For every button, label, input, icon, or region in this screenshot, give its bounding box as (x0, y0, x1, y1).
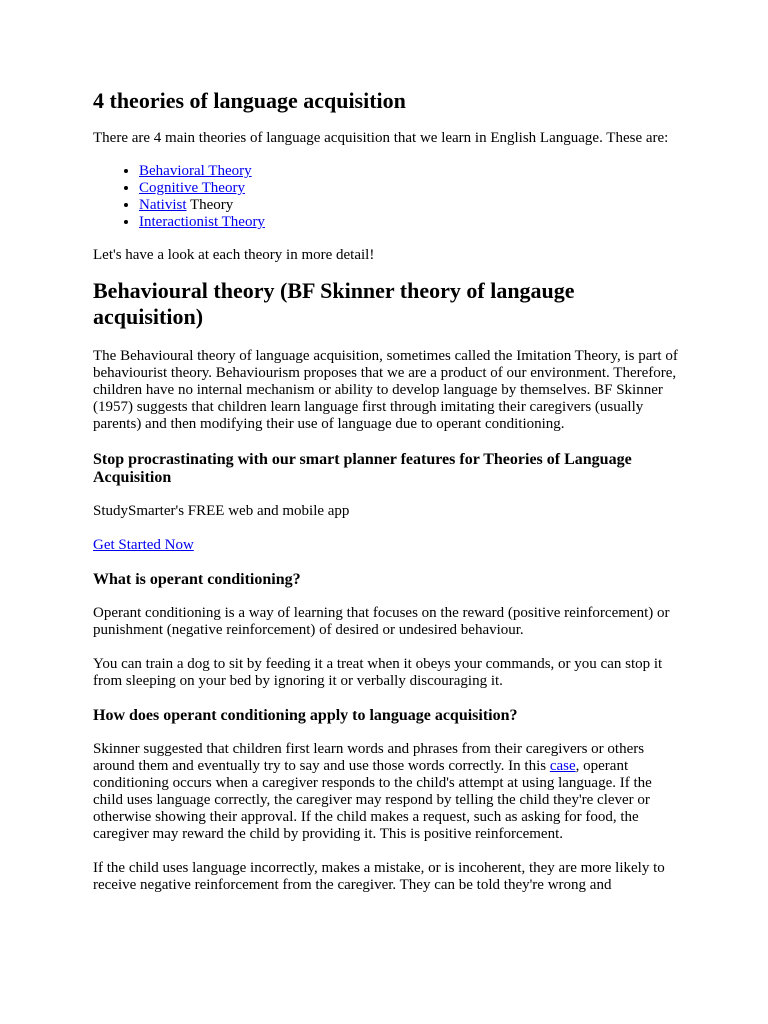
application-text-before: Skinner suggested that children first learn words and phrases from their caregivers or others around them and eventually try to say and use those words correctly. In this (93, 741, 645, 774)
promo-text: StudySmarter's FREE web and mobile app (93, 503, 350, 519)
page-title: 4 theories of language acquisition (93, 88, 406, 113)
behavioural-heading: Behavioural theory (BF Skinner theory of langauge acquisition) (93, 278, 575, 329)
promo-link-wrapper (93, 537, 683, 554)
behavioral-theory-link[interactable]: Behavioral Theory (139, 163, 252, 179)
operant-paragraph-1: Operant conditioning is a way of learning that focuses on the reward (positive reinforcement) or punishment (negative reinforcement) of desired or undesired behaviour. (93, 605, 670, 638)
nativist-suffix: Theory (186, 197, 234, 213)
application-heading: How does operant conditioning apply to language acquisition? (93, 707, 518, 724)
intro-outro: Let's have a look at each theory in more detail! (93, 247, 375, 263)
list-item (139, 214, 683, 231)
application-paragraph-2: If the child uses language incorrectly, makes a mistake, or is incoherent, they are more likely to receive negative reinforcement from the caregiver. They can be told they're wrong and (93, 860, 665, 893)
operant-paragraph-2: You can train a dog to sit by feeding it a treat when it obeys your commands, or you can stop it from sleeping on your bed by ignoring it or verbally discouraging it. (93, 656, 663, 689)
list-item (139, 180, 683, 197)
get-started-link[interactable]: Get Started Now (93, 537, 194, 553)
operant-heading: What is operant conditioning? (93, 571, 301, 588)
behavioural-paragraph: The Behavioural theory of language acquisition, sometimes called the Imitation Theory, is part of behaviourist theory. Behaviourism proposes that we are a product of our environment. Therefore, children have no internal mechanism or ability to develop language by themselves. BF Skinner (1957) suggests that children learn language first through imitating their caregivers (usually parents) and then modifying their use of language due to operant conditioning. (93, 348, 678, 432)
intro-paragraph: There are 4 main theories of language acquisition that we learn in English Language. These are: (93, 130, 669, 146)
list-item (139, 197, 683, 214)
cognitive-theory-link[interactable]: Cognitive Theory (139, 180, 245, 196)
nativist-link[interactable]: Nativist (139, 197, 187, 213)
list-item (139, 163, 683, 180)
promo-heading: Stop procrastinating with our smart planner features for Theories of Language Acquisition (93, 451, 632, 486)
case-link[interactable]: case (549, 758, 576, 774)
application-text-after: , operant conditioning occurs when a caregiver responds to the child's attempt at using language. If the child uses language correctly, the caregiver may respond by telling the child they're clever or otherwise showing their approval. If the child makes a request, such as asking for food, the caregiver may reward the child by providing it. This is positive reinforcement. (93, 758, 652, 842)
article-body (93, 88, 683, 910)
interactionist-theory-link[interactable]: Interactionist Theory (139, 214, 265, 230)
theories-list (93, 163, 683, 231)
application-paragraph-1 (93, 741, 683, 843)
